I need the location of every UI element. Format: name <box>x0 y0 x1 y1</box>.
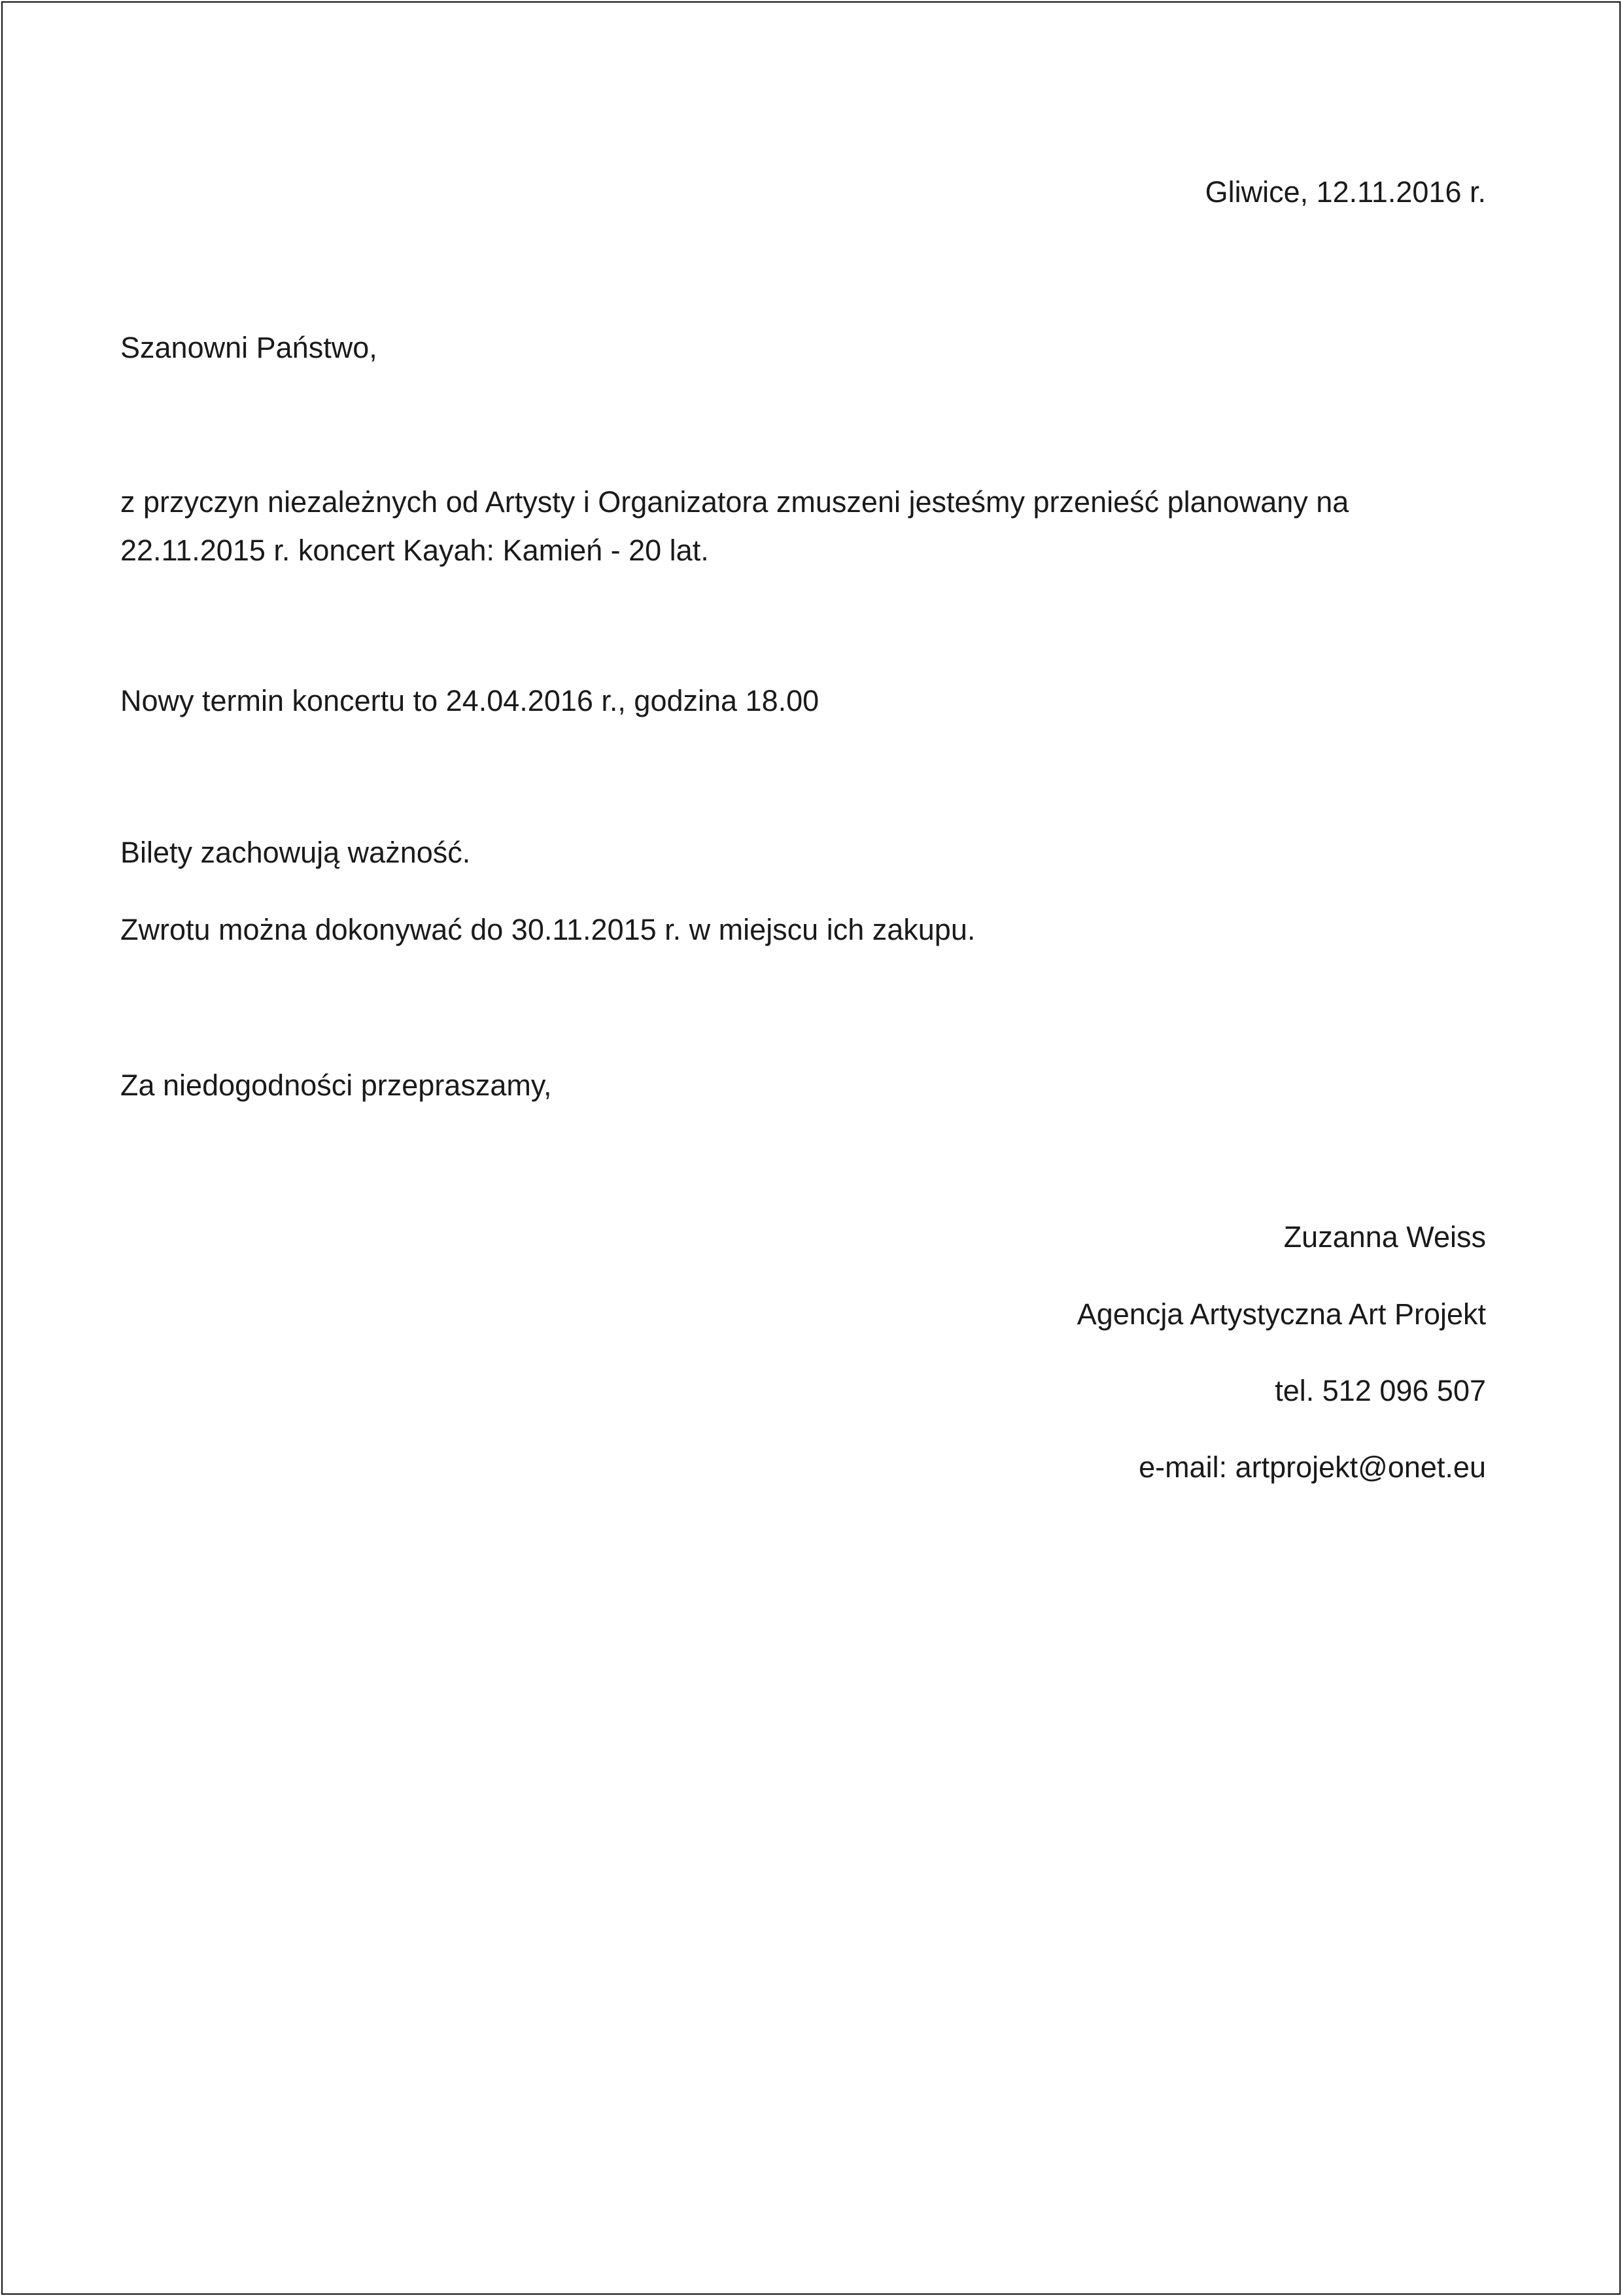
body-paragraph <box>120 478 1494 575</box>
body-line-1: z przyczyn niezależnych od Artysty i Organizatora zmuszeni jesteśmy przenieść planowany na <box>120 485 1349 519</box>
tickets-valid-line: Bilety zachowują ważność. <box>120 836 471 869</box>
body-line-2: 22.11.2015 r. koncert Kayah: Kamień - 20 lat. <box>120 534 709 567</box>
apology-line: Za niedogodności przepraszamy, <box>120 1069 552 1102</box>
salutation: Szanowni Państwo, <box>120 331 377 364</box>
document-page <box>1 1 1621 2295</box>
signature-name: Zuzanna Weiss <box>1283 1220 1486 1254</box>
signature-phone: tel. 512 096 507 <box>1275 1374 1486 1407</box>
place-date: Gliwice, 12.11.2016 r. <box>1205 175 1486 209</box>
signature-agency: Agencja Artystyczna Art Projekt <box>1077 1297 1486 1331</box>
signature-email: e-mail: artprojekt@onet.eu <box>1139 1450 1486 1484</box>
new-date-line: Nowy termin koncertu to 24.04.2016 r., godzina 18.00 <box>120 684 820 717</box>
refund-line: Zwrotu można dokonywać do 30.11.2015 r. w miejscu ich zakupu. <box>120 913 976 946</box>
